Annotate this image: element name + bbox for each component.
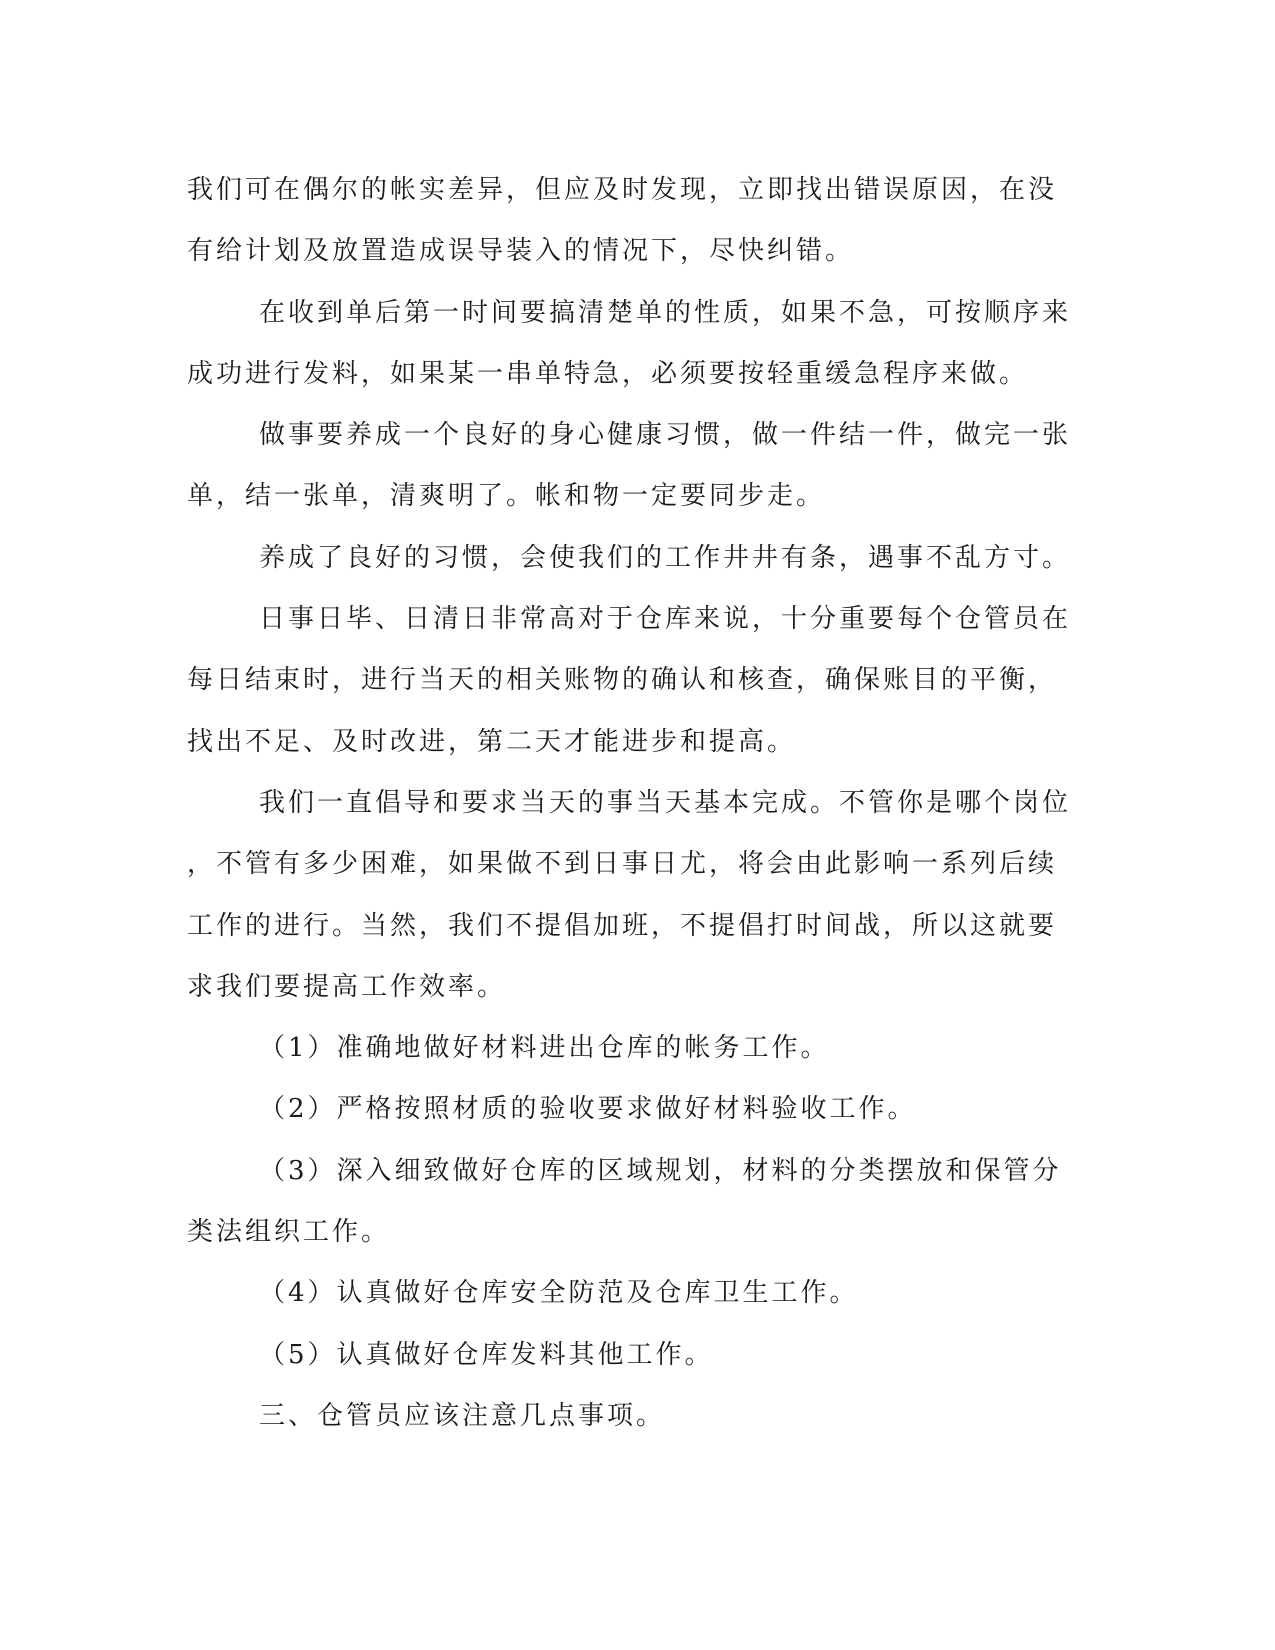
- text-line: 我们一直倡导和要求当天的事当天基本完成。不管你是哪个岗位: [259, 787, 1072, 818]
- list-item: （2）严格按照材质的验收要求做好材料验收工作。: [259, 1094, 917, 1125]
- text-line: 每日结束时，进行当天的相关账物的确认和核查，确保账目的平衡，: [187, 665, 1058, 696]
- text-line: 单，结一张单，清爽明了。帐和物一定要同步走。: [187, 481, 826, 512]
- section-heading: 三、仓管员应该注意几点事项。: [259, 1400, 666, 1431]
- text-line: ，不管有多少困难，如果做不到日事日尤，将会由此影响一系列后续: [187, 849, 1058, 880]
- list-item: （1）准确地做好材料进出仓库的帐务工作。: [259, 1033, 830, 1064]
- list-item: （5）认真做好仓库发料其他工作。: [259, 1339, 714, 1370]
- text-line: 日事日毕、日清日非常高对于仓库来说，十分重要每个仓管员在: [259, 604, 1072, 635]
- text-line: 养成了良好的习惯，会使我们的工作井井有条，遇事不乱方寸。: [259, 542, 1072, 573]
- text-line: 在收到单后第一时间要搞清楚单的性质，如果不急，可按顺序来: [259, 297, 1072, 328]
- text-line: 成功进行发料，如果某一串单特急，必须要按轻重缓急程序来做。: [187, 358, 1029, 389]
- text-line: 求我们要提高工作效率。: [187, 971, 507, 1002]
- text-line: 我们可在偶尔的帐实差异，但应及时发现，立即找出错误原因，在没: [187, 175, 1058, 205]
- text-line: 找出不足、及时改进，第二天才能进步和提高。: [187, 726, 797, 757]
- text-line: 工作的进行。当然，我们不提倡加班，不提倡打时间战，所以这就要: [187, 910, 1058, 941]
- list-item: （3）深入细致做好仓库的区域规划，材料的分类摆放和保管分: [259, 1155, 1062, 1186]
- text-line: 类法组织工作。: [187, 1217, 391, 1248]
- text-line: 有给计划及放置造成误导装入的情况下，尽快纠错。: [187, 236, 855, 267]
- list-item: （4）认真做好仓库安全防范及仓库卫生工作。: [259, 1278, 859, 1309]
- document-body: [187, 160, 1072, 1447]
- text-line: 做事要养成一个良好的身心健康习惯，做一件结一件，做完一张: [259, 420, 1072, 451]
